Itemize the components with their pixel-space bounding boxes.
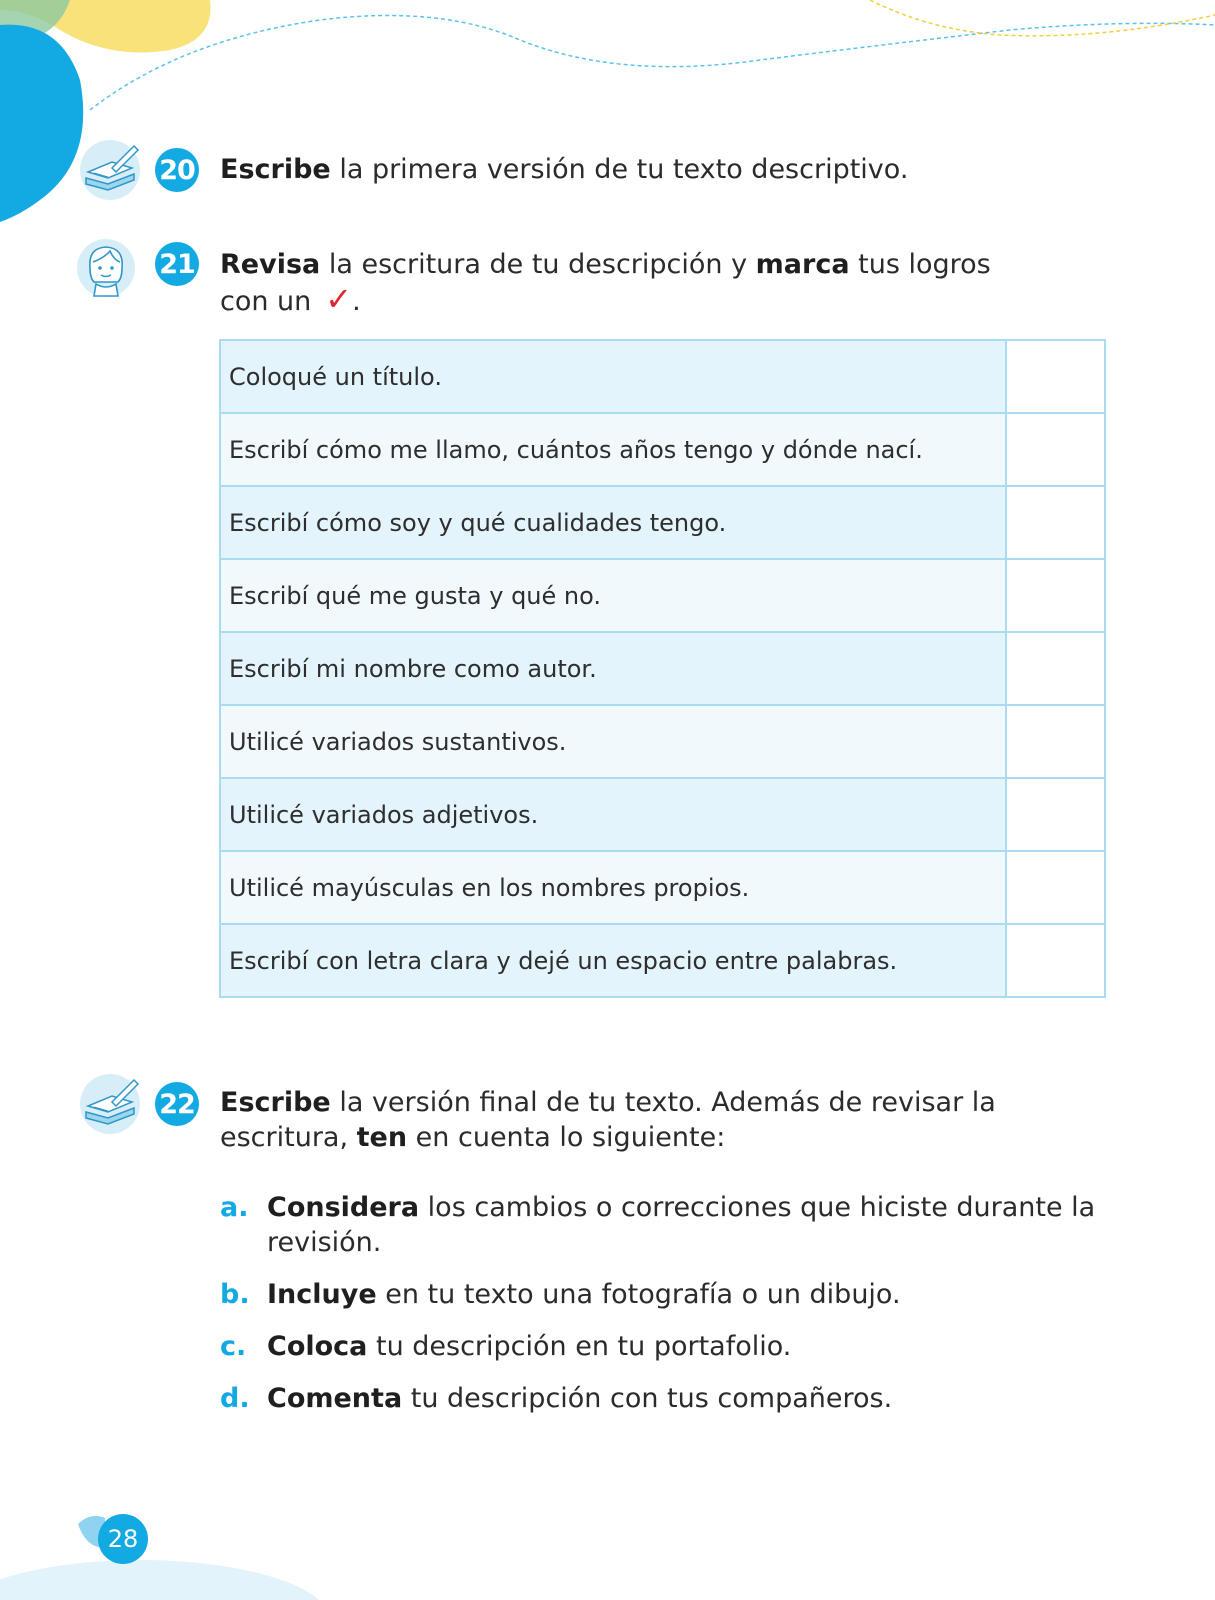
step-text: tu descripción con tus compañeros. (402, 1383, 893, 1414)
checklist-item: Utilicé variados adjetivos. (220, 778, 1006, 851)
activity-21-line-2 (220, 282, 991, 319)
activity-21-period: . (352, 286, 361, 317)
table-row (220, 705, 1105, 778)
check-box[interactable] (1006, 413, 1105, 486)
step-text: tu descripción en tu portafolio. (367, 1331, 792, 1362)
check-box[interactable] (1006, 778, 1105, 851)
checklist-item: Coloqué un título. (220, 340, 1006, 413)
checklist-item: Escribí cómo me llamo, cuántos años tengo y dónde nací. (220, 413, 1006, 486)
list-item (220, 1190, 1120, 1260)
activity-21-verb-2: marca (755, 249, 850, 280)
check-box[interactable] (1006, 559, 1105, 632)
step-text: los cambios o correcciones que hiciste durante la revisión. (267, 1192, 1096, 1258)
list-letter: b. (220, 1279, 250, 1310)
list-item (220, 1277, 1120, 1312)
table-row (220, 778, 1105, 851)
table-row (220, 340, 1105, 413)
activity-21-verb-1: Revisa (220, 249, 321, 280)
step-text: en tu texto una fotografía o un dibujo. (376, 1279, 901, 1310)
table-row (220, 851, 1105, 924)
activity-21-text-1: la escritura de tu descripción y (320, 249, 756, 280)
activity-21-text-2: tus logros (849, 249, 991, 280)
check-box[interactable] (1006, 924, 1105, 997)
activity-22-text-2: escritura, (220, 1122, 357, 1153)
checklist-item: Escribí con letra clara y dejé un espacio entre palabras. (220, 924, 1006, 997)
activity-22-text-3: en cuenta lo siguiente: (407, 1122, 726, 1153)
activity-22-instruction (220, 1085, 996, 1155)
activity-number-22: 22 (155, 1082, 199, 1126)
activity-22-verb-1: Escribe (220, 1087, 331, 1118)
step-verb: Considera (267, 1192, 420, 1223)
activity-20-verb: Escribe (220, 154, 331, 185)
activity-number-20: 20 (155, 148, 199, 192)
step-verb: Coloca (267, 1331, 368, 1362)
table-row (220, 559, 1105, 632)
activity-20-text: la primera versión de tu texto descriptivo. (330, 154, 909, 185)
list-letter: a. (220, 1192, 249, 1223)
activity-22-line-2 (220, 1120, 996, 1155)
checklist-item: Escribí cómo soy y qué cualidades tengo. (220, 486, 1006, 559)
list-letter: c. (220, 1331, 247, 1362)
activity-number-21: 21 (155, 242, 199, 286)
checklist-item: Escribí qué me gusta y qué no. (220, 559, 1006, 632)
writing-book-icon (78, 138, 142, 202)
list-letter: d. (220, 1383, 250, 1414)
revision-checklist (219, 339, 1106, 998)
table-row (220, 632, 1105, 705)
step-verb: Comenta (267, 1383, 403, 1414)
list-item (220, 1329, 1120, 1364)
checklist-item: Utilicé variados sustantivos. (220, 705, 1006, 778)
activity-21-instruction (220, 247, 991, 319)
check-box[interactable] (1006, 851, 1105, 924)
activity-22-verb-2: ten (356, 1122, 408, 1153)
list-item (220, 1381, 1120, 1416)
table-row (220, 924, 1105, 997)
checklist-item: Escribí mi nombre como autor. (220, 632, 1006, 705)
activity-22-line-1 (220, 1085, 996, 1120)
writing-book-icon (78, 1072, 142, 1136)
check-box[interactable] (1006, 705, 1105, 778)
final-version-steps (220, 1190, 1120, 1433)
check-box[interactable] (1006, 632, 1105, 705)
checklist-item: Utilicé mayúsculas en los nombres propios. (220, 851, 1006, 924)
activity-22-text-1: la versión final de tu texto. Además de revisar la (330, 1087, 996, 1118)
table-row (220, 486, 1105, 559)
activity-21-line-1 (220, 247, 991, 282)
red-check-icon: ✓ (325, 280, 353, 318)
activity-20-instruction (220, 152, 908, 187)
page-number: 28 (98, 1514, 148, 1564)
table-row (220, 413, 1105, 486)
student-face-icon (74, 238, 138, 302)
check-box[interactable] (1006, 486, 1105, 559)
check-box[interactable] (1006, 340, 1105, 413)
activity-21-text-3: con un (220, 286, 312, 317)
step-verb: Incluye (267, 1279, 377, 1310)
